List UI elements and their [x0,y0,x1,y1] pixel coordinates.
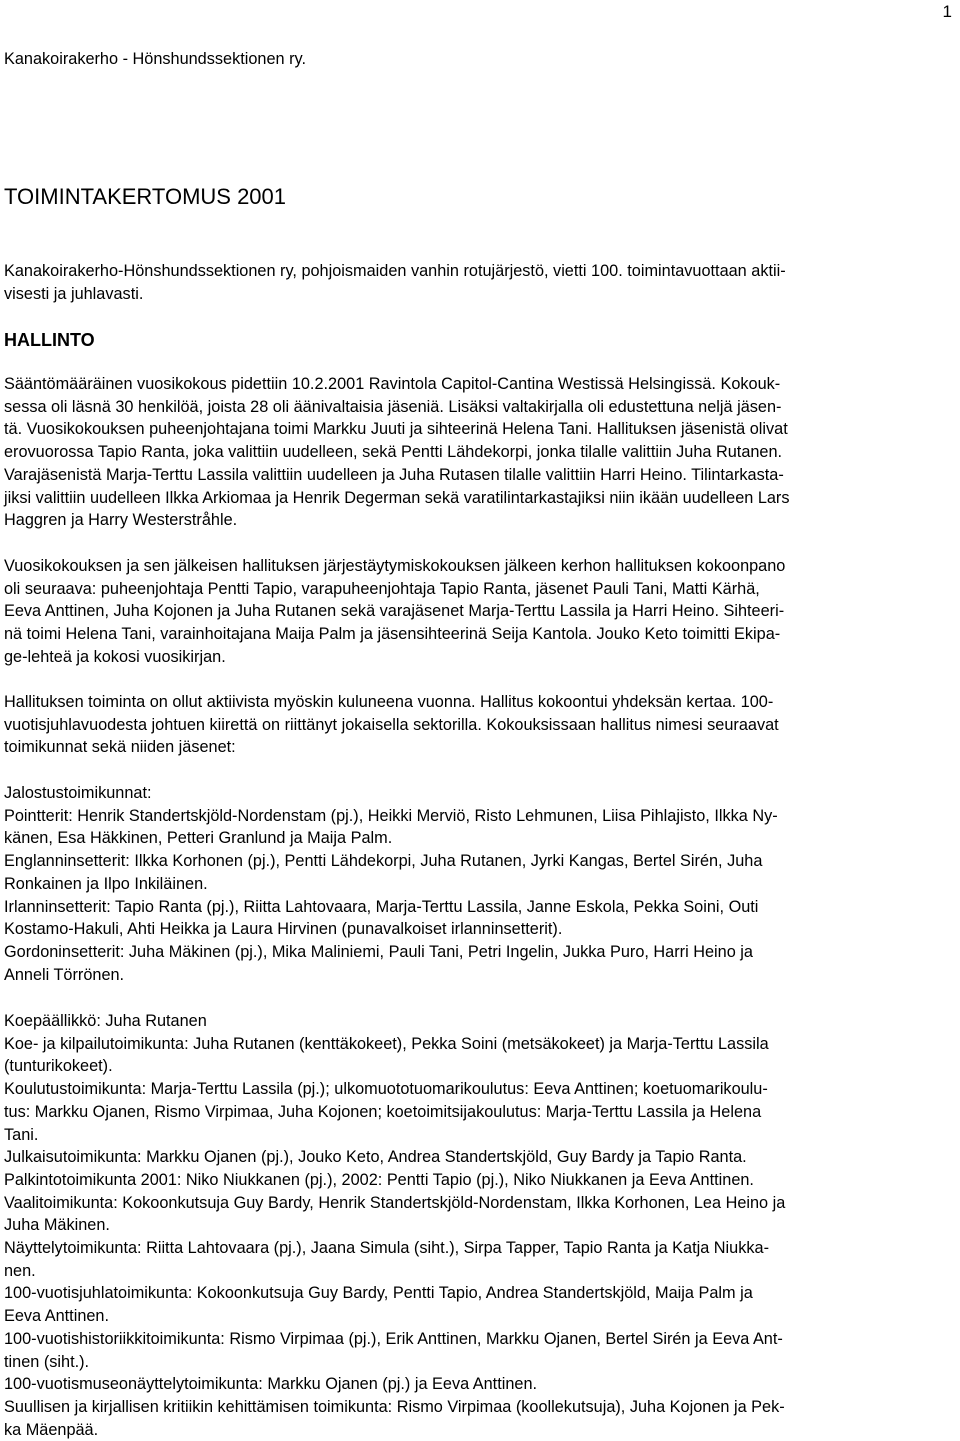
text-line: ge-lehteä ja kokosi vuosikirjan. [4,647,226,666]
text-line: Koe- ja kilpailutoimikunta: Juha Rutanen (kenttäkokeet), Pekka Soini (metsäkokeet) ja Marja-Terttu Lassila [4,1034,769,1053]
text-line: Pointterit: Henrik Standertskjöld-Nordenstam (pj.), Heikki Merviö, Risto Lehmunen, Liisa Pihlajisto, Ilkka Ny- [4,806,778,825]
text-line: nä toimi Helena Tani, varainhoitajana Maija Palm ja jäsensihteerinä Seija Kantola. Jouko Keto toimitti Ekipa- [4,625,781,644]
text-line: Koulutustoimikunta: Marja-Terttu Lassila (pj.); ulkomuototuomarikoulutus: Eeva Anttinen; koetuomarikoulu- [4,1080,768,1099]
board-activity-paragraph [4,691,956,759]
text-line: Anneli Törrönen. [4,965,125,984]
text-line: Suullisen ja kirjallisen kritiikin kehittämisen toimikunta: Rismo Virpimaa (koollekutsuja), Juha Kojonen ja Pek- [4,1397,785,1416]
text-line: 100-vuotisjuhlatoimikunta: Kokoonkutsuja Guy Bardy, Pentti Tapio, Andrea Standertskjöld, Maija Palm ja [4,1284,753,1303]
text-line: vuotisjuhlavuodesta johtuen kiirettä on riittänyt jokaisella sektorilla. Kokouksissaan hallitus nimesi seuraavat [4,715,779,734]
text-line: Palkintotoimikunta 2001: Niko Niukkanen (pj.), 2002: Pentti Tapio (pj.), Niko Niukkanen ja Eeva Anttinen. [4,1170,754,1189]
text-line: Jalostustoimikunnat: [4,784,152,802]
text-line: Näyttelytoimikunta: Riitta Lahtovaara (pj.), Jaana Simula (siht.), Sirpa Tapper, Tapio Ranta ja Katja Niukka- [4,1239,769,1258]
text-line: visesti ja juhlavasti. [4,284,144,303]
text-line: Irlanninsetterit: Tapio Ranta (pj.), Riitta Lahtovaara, Marja-Terttu Lassila, Janne Eskola, Pekka Soini, Outi [4,897,759,916]
text-line: (tunturikokeet). [4,1057,113,1076]
annual-meeting-paragraph [4,373,956,532]
text-line: Eeva Anttinen. [4,1307,110,1326]
text-line: 100-vuotismuseonäyttelytoimikunta: Markku Ojanen (pj.) ja Eeva Anttinen. [4,1375,538,1394]
text-line: toimikunnat sekä niiden jäsenet: [4,738,236,757]
text-line: jiksi valittiin uudelleen Ilkka Arkiomaa ja Henrik Degerman sekä varatilintarkastajiksi niin ikään uudelleen Lars [4,488,790,507]
page-number: 1 [942,2,952,21]
text-line: Koepäällikkö: Juha Rutanen [4,1012,207,1030]
text-line: nen. [4,1261,36,1280]
text-line: Kostamo-Hakuli, Ahti Heikka ja Laura Hirvinen (punavalkoiset irlanninsetterit). [4,920,563,939]
text-line: Englanninsetterit: Ilkka Korhonen (pj.), Pentti Lähdekorpi, Juha Rutanen, Jyrki Kangas, Bertel Sirén, Juha [4,852,763,871]
other-committees-list [4,1010,956,1441]
board-composition-paragraph [4,555,956,669]
text-line: Juha Mäkinen. [4,1216,110,1235]
text-line: Hallituksen toiminta on ollut aktiivista myöskin kuluneena vuonna. Hallitus kokoontui yhdeksän kertaa. 100- [4,693,774,711]
text-line: sessa oli läsnä 30 henkilöä, joista 28 oli äänivaltaisia jäseniä. Lisäksi valtakirjalla oli edustettuna neljä jäsen- [4,397,782,416]
text-line: Tani. [4,1125,39,1144]
breeding-committees-list [4,782,956,986]
text-line: känen, Esa Häkkinen, Petteri Granlund ja Maija Palm. [4,829,393,848]
text-line: ka Mäenpää. [4,1420,99,1439]
section-heading: HALLINTO [4,330,95,350]
text-line: oli seuraava: puheenjohtaja Pentti Tapio, varapuheenjohtaja Tapio Ranta, jäsenet Pauli Tani, Matti Kärhä, [4,579,760,598]
text-line: Gordoninsetterit: Juha Mäkinen (pj.), Mika Maliniemi, Pauli Tani, Petri Ingelin, Jukka Puro, Harri Heino ja [4,942,753,961]
intro-paragraph [4,260,956,305]
text-line: Eeva Anttinen, Juha Kojonen ja Juha Rutanen sekä varajäsenet Marja-Terttu Lassila ja Harri Heino. Sihteeri- [4,602,785,621]
text-line: Vaalitoimikunta: Kokoonkutsuja Guy Bardy, Henrik Standertskjöld-Nordenstam, Ilkka Korhonen, Lea Heino ja [4,1193,786,1212]
text-line: Kanakoirakerho-Hönshundssektionen ry, pohjoismaiden vanhin rotujärjestö, vietti 100. toimintavuottaan aktii- [4,262,786,280]
text-line: Ronkainen ja Ilpo Inkiläinen. [4,874,208,893]
organization-name: Kanakoirakerho - Hönshundssektionen ry. [4,50,306,68]
text-line: 100-vuotishistoriikkitoimikunta: Rismo Virpimaa (pj.), Erik Anttinen, Markku Ojanen, Bertel Sirén ja Eeva Ant- [4,1329,783,1348]
text-line: tä. Vuosikokouksen puheenjohtajana toimi Markku Juuti ja sihteerinä Helena Tani. Hallituksen jäsenistä olivat [4,420,788,439]
text-line: Vuosikokouksen ja sen jälkeisen hallituksen järjestäytymiskokouksen jälkeen kerhon hallituksen kokoonpano [4,557,786,575]
text-line: tus: Markku Ojanen, Rismo Virpimaa, Juha Kojonen; koetoimitsijakoulutus: Marja-Terttu Lassila ja Helena [4,1102,762,1121]
text-line: tinen (siht.). [4,1352,90,1371]
text-line: Haggren ja Harry Westerstråhle. [4,511,238,530]
text-line: erovuorossa Tapio Ranta, joka valittiin uudelleen, sekä Pentti Lähdekorpi, jonka tilalle valittiin Juha Rutanen. [4,443,783,462]
document-title: TOIMINTAKERTOMUS 2001 [4,184,287,209]
text-line: Julkaisutoimikunta: Markku Ojanen (pj.), Jouko Keto, Andrea Standertskjöld, Guy Bardy ja Tapio Ranta. [4,1148,747,1167]
text-line: Varajäsenistä Marja-Terttu Lassila valittiin uudelleen ja Juha Rutasen tilalle valittiin Harri Heino. Tilintarkasta- [4,465,784,484]
text-line: Sääntömääräinen vuosikokous pidettiin 10.2.2001 Ravintola Capitol-Cantina Westissä Helsingissä. Kokouk- [4,375,781,393]
